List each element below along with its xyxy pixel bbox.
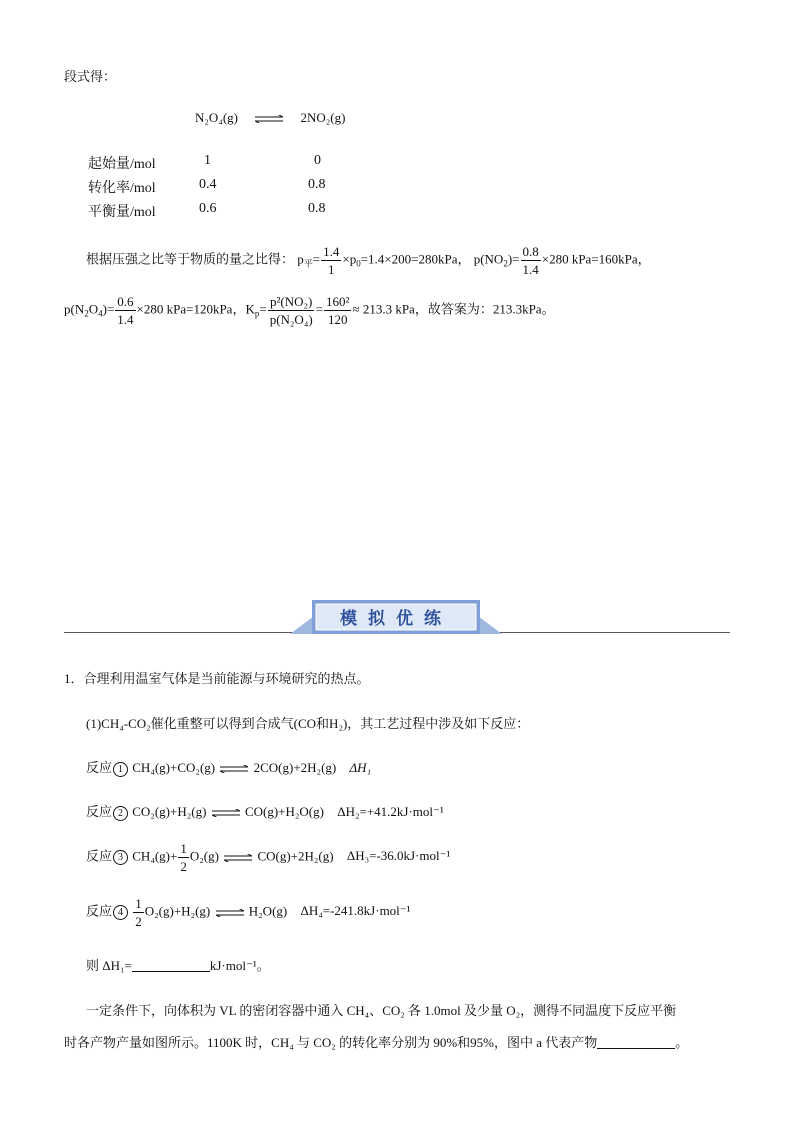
answer-blank[interactable] xyxy=(132,959,210,972)
circled-number: 1 xyxy=(113,762,128,777)
table-cell: 1 xyxy=(204,153,211,168)
fraction: $\frac{1}{2}$ xyxy=(135,896,142,929)
part-1-text: (1)CH₄-CO₂催化重整可以得到合成气(CO和H₂)，其工艺过程中涉及如下反应： xyxy=(86,716,530,731)
paragraph-line-2: 时各产物产量如图所示。1100K 时，CH₄ 与 CO₂ 的转化率分别为 90%和95%，图中 a 代表产物 。 xyxy=(64,1035,689,1050)
kp-fraction: $\frac{\text{p²(NO₂)}}{\text{p(N₂O₄)}}$ xyxy=(269,294,313,327)
reaction-2: 反应 2 CO₂(g)+H₂(g) CO(g)+H₂O(g) ΔH₂=+41.2kJ·mol⁻¹ xyxy=(86,804,444,819)
table-cell: 0.4 xyxy=(199,177,217,192)
circled-number: 3 xyxy=(113,850,128,865)
fraction: $\frac{1}{2}$ xyxy=(180,841,187,874)
calc-line-2: $p(N_2O_4)=$ $\frac{0.6}{1.4}$ ×280 kPa=120kPa，$K_p=$ $\frac{\text{p²(NO₂)}}{\text{p(N₂O₄)}}$ = $\frac{\text{160²}}{120}$ ≈ 213.3 kPa，故答案为：213.3kPa。 xyxy=(64,294,555,327)
fraction: $\frac{0.8}{1.4}$ xyxy=(522,244,539,277)
table-cell: 0.6 xyxy=(199,201,217,216)
result-text: ≈ 213.3 kPa，故答案为：213.3kPa。 xyxy=(352,301,555,317)
p-subscript: 平 xyxy=(303,258,313,269)
row-label: 平衡量/mol xyxy=(88,205,156,220)
reaction-3: 反应 3 CH₄(g)+ $\frac{1}{2}$ O₂(g) CO(g)+2H₂(g) ΔH₃=-36.0kJ·mol⁻¹ xyxy=(86,841,451,874)
question-text: 合理利用温室气体是当前能源与环境研究的热点。 xyxy=(83,671,370,686)
question-number: 1． xyxy=(64,671,84,686)
answer-blank[interactable] xyxy=(597,1036,675,1049)
reaction-1: 反应 1 CH₄(g)+CO₂(g) 2CO(g)+2H₂(g) ΔH₁ xyxy=(86,760,372,775)
equilibrium-equation xyxy=(195,110,345,126)
question-stem xyxy=(64,668,370,687)
product: 2NO₂(g) xyxy=(300,110,346,125)
calc-line-1: 根据压强之比等于物质的量之比得： $p_平=$ $\frac{1.4}{1}$ $\times p_0=1.4\times 200=280kPa$， $p(NO_2)=$ $\frac{0.8}{1.4}$ ×280 kPa=160kPa， xyxy=(86,244,651,277)
reversible-arrow-icon xyxy=(224,854,252,862)
pn2o4-label: p(N xyxy=(64,301,85,317)
intro-text: 段式得： xyxy=(64,69,117,84)
result-text: =1.4×200=280kPa， xyxy=(360,251,471,267)
table-row xyxy=(88,153,156,173)
times-p0: ×p xyxy=(342,251,357,267)
p-symbol: p xyxy=(297,251,304,267)
p0-subscript: 0 xyxy=(356,258,361,269)
table-cell: 0.8 xyxy=(308,177,326,192)
table-row xyxy=(88,177,156,197)
calc-lead: 根据压强之比等于物质的量之比得： xyxy=(86,251,295,267)
result-text: ×280 kPa=160kPa， xyxy=(541,251,651,267)
pno2-label: p(NO xyxy=(473,251,504,267)
reversible-arrow-icon xyxy=(220,765,248,773)
fraction: $\frac{1.4}{1}$ xyxy=(323,244,340,277)
reversible-arrow-icon xyxy=(255,115,283,123)
banner-title: 模拟优练 xyxy=(340,609,452,629)
answer-line: 则 ΔH₁= kJ·mol⁻¹。 xyxy=(86,958,270,973)
circled-number: 2 xyxy=(113,806,128,821)
table-cell: 0.8 xyxy=(308,201,326,216)
reaction-4: 反应 4 $\frac{1}{2}$ O₂(g)+H₂(g) H₂O(g) ΔH₄=-241.8kJ·mol⁻¹ xyxy=(86,896,411,929)
circled-number: 4 xyxy=(113,905,128,920)
reactant: N₂O₄(g) xyxy=(195,110,238,125)
result-text: ×280 kPa=120kPa，K xyxy=(136,301,255,317)
row-label: 起始量/mol xyxy=(88,157,156,172)
reversible-arrow-icon xyxy=(216,909,244,917)
fraction: $\frac{\text{160²}}{120}$ xyxy=(326,294,350,327)
table-row xyxy=(88,201,156,221)
row-label: 转化率/mol xyxy=(88,181,156,196)
paragraph-line-1: 一定条件下，向体积为 VL 的密闭容器中通入 CH₄、CO₂ 各 1.0mol 及少量 O₂，测得不同温度下反应平衡 xyxy=(86,1003,677,1018)
fraction: $\frac{0.6}{1.4}$ xyxy=(117,294,134,327)
table-cell: 0 xyxy=(314,153,321,168)
reversible-arrow-icon xyxy=(212,809,240,817)
